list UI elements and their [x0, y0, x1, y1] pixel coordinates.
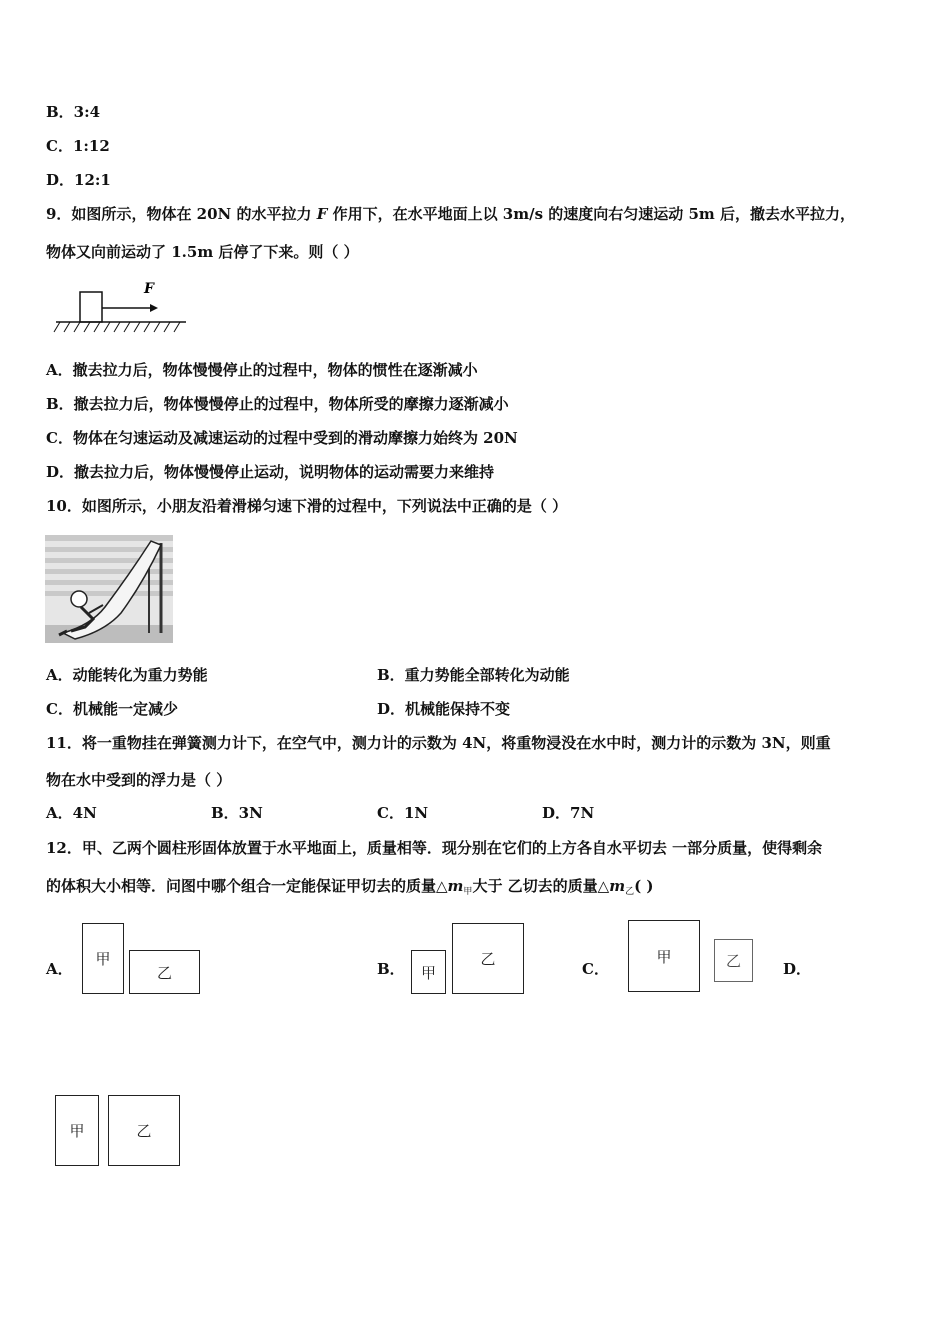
q10-option-b: B．重力势能全部转化为动能: [377, 666, 570, 684]
q9-option-b: B．撤去拉力后，物体慢慢停止的过程中，物体所受的摩擦力逐渐减小: [46, 395, 509, 413]
q12-d-jia-box: 甲: [55, 1095, 99, 1166]
q12-a-yi-box: 乙: [129, 950, 200, 994]
q11-stem-line1: 11．将一重物挂在弹簧测力计下，在空气中，测力计的示数为 4N，将重物浸没在水中时，测力计的示数为 3N，则重: [46, 734, 831, 752]
q10-stem: 10．如图所示，小朋友沿着滑梯匀速下滑的过程中，下列说法中正确的是（ ）: [46, 497, 568, 515]
q10-option-c: C．机械能一定减少: [46, 700, 178, 718]
q12-d-yi-box: 乙: [108, 1095, 180, 1166]
option-b-prev: B．3:4: [46, 103, 101, 121]
q9-stem-line2: 物体又向前运动了 1.5m 后停了下来。则（ ）: [46, 243, 359, 261]
option-d-prev: D．12:1: [46, 171, 111, 189]
child-head: [71, 591, 87, 607]
q11-option-a: A．4N: [46, 804, 97, 822]
option-c-prev: C．1:12: [46, 137, 110, 155]
q12-a-jia-box: 甲: [82, 923, 124, 994]
q11-option-d: D．7N: [542, 804, 595, 822]
q9-option-c: C．物体在匀速运动及减速运动的过程中受到的滑动摩擦力始终为 20N: [46, 429, 518, 447]
force-arrowhead: [150, 304, 158, 312]
q9-stem-line1: 9．如图所示，物体在 20N 的水平拉力 F 作用下，在水平地面上以 3m/s 的速度向右匀速运动 5m 后，撤去水平拉力，: [46, 205, 856, 223]
q10-option-d: D．机械能保持不变: [377, 700, 511, 718]
q12-option-b-label: B．: [377, 960, 405, 978]
q12-b-yi-box: 乙: [452, 923, 524, 994]
q9-force-diagram: [46, 278, 192, 342]
block: [80, 292, 102, 322]
ground-hatching: [54, 322, 180, 332]
q12-c-yi-box: 乙: [714, 939, 753, 982]
q11-option-b: B．3N: [211, 804, 263, 822]
q11-stem-line2: 物在水中受到的浮力是（ ）: [46, 771, 232, 789]
q12-c-jia-box: 甲: [628, 920, 700, 992]
slide-illustration: [45, 535, 173, 643]
q12-option-a-label: A．: [46, 960, 73, 978]
q12-stem-line2: 的体积大小相等．问图中哪个组合一定能保证甲切去的质量$\triangle m_甲$大于 乙切去的质量$\triangle m_乙$( ): [46, 877, 654, 897]
q9-option-d: D．撤去拉力后，物体慢慢停止运动，说明物体的运动需要力来维持: [46, 463, 495, 481]
q10-option-a: A．动能转化为重力势能: [46, 666, 208, 684]
q9-option-a: A．撤去拉力后，物体慢慢停止的过程中，物体的惯性在逐渐减小: [46, 361, 478, 379]
q11-option-c: C．1N: [377, 804, 429, 822]
force-label: F: [144, 281, 154, 297]
q12-option-c-label: C．: [582, 960, 609, 978]
q12-option-d-label: D．: [783, 960, 812, 978]
q12-b-jia-box: 甲: [411, 950, 446, 994]
q12-stem-line1: 12．甲、乙两个圆柱形固体放置于水平地面上，质量相等．现分别在它们的上方各自水平切去 一部分质量，使得剩余: [46, 839, 823, 857]
